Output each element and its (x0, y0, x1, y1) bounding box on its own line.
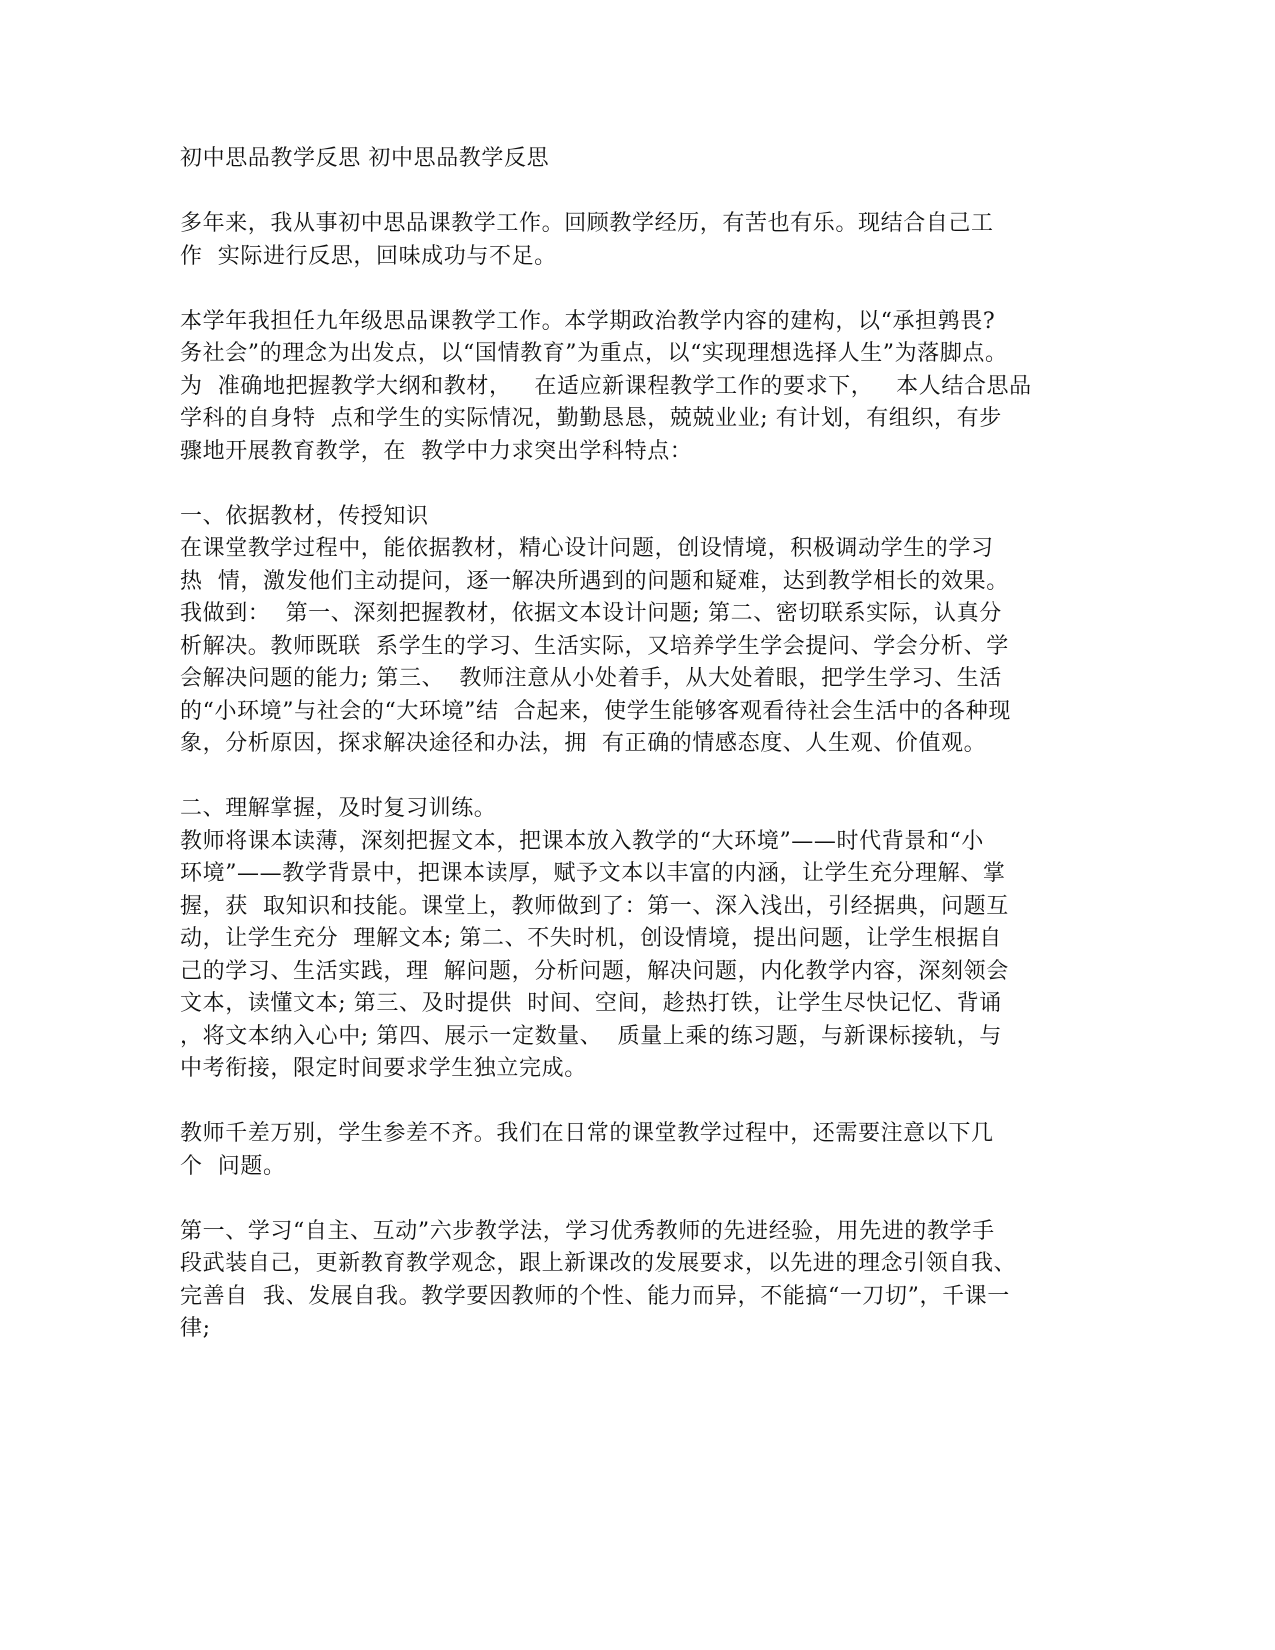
paragraph-line: 教师千差万别，学生参差不齐。我们在日常的课堂教学过程中，还需要注意以下几 (180, 1121, 994, 1146)
paragraph-line: 教师将课本读薄，深刻把握文本，把课本放入教学的“大环境”——时代背景和“小 (180, 828, 984, 854)
paragraph-line: 务社会”的理念为出发点，以“国情教育”为重点，以“实现理想选择人生”为落脚点。 (180, 341, 1008, 366)
paragraph-line: 段武装自己，更新教育教学观念，跟上新课改的发展要求，以先进的理念引领自我、 (180, 1251, 1017, 1276)
paragraph-line: ，将文本纳入心中; 第四、展示一定数量、 质量上乘的练习题，与新课标接轨，与 (180, 1023, 1002, 1049)
section-1 (180, 501, 1060, 761)
paragraph-line: 律; (180, 1316, 211, 1341)
paragraph-line: 中考衔接，限定时间要求学生独立完成。 (180, 1056, 587, 1081)
spacer (180, 468, 1060, 501)
spacer (180, 761, 1060, 794)
paragraph-line: 本学年我担任九年级思品课教学工作。本学期政治教学内容的建构，以“承担鹑畏? (180, 308, 996, 334)
paragraph-line: 动，让学生充分 理解文本; 第二、不失时机，创设情境，提出问题，让学生根据自 (180, 926, 1002, 951)
paragraph-line: 象，分析原因，探求解决途径和办法，拥 有正确的情感态度、人生观、价值观。 (180, 731, 987, 756)
paragraph-line: 为 准确地把握教学大纲和教材， 在适应新课程教学工作的要求下， 本人结合思品 (180, 373, 1032, 399)
spacer (180, 1183, 1060, 1216)
paragraph-line: 第一、学习“自主、互动”六步教学法，学习优秀教师的先进经验，用先进的教学手 (180, 1218, 995, 1244)
paragraph-line: 会解决问题的能力; 第三、 教师注意从小处着手，从大处着眼，把学生学习、生活 (180, 666, 1002, 691)
section-heading: 一、依据教材，传授知识 (180, 503, 429, 529)
section-2 (180, 793, 1060, 1086)
paragraph-line: 在课堂教学过程中，能依据教材，精心设计问题，创设情境，积极调动学生的学习 (180, 536, 994, 561)
document-page (180, 143, 1060, 1346)
paragraph-line: 己的学习、生活实践，理 解问题，分析问题，解决问题，内化教学内容，深刻领会 (180, 958, 1009, 984)
paragraph-line: 握，获 取知识和技能。课堂上，教师做到了：第一、深入浅出，引经据典，问题互 (180, 893, 1009, 919)
document-title: 初中思品教学反思 初中思品教学反思 (180, 146, 550, 171)
spacer (180, 1086, 1060, 1119)
paragraph-line: 的“小环境”与社会的“大环境”结 合起来，使学生能够客观看待社会生活中的各种现 (180, 698, 1011, 724)
spacer (180, 176, 1060, 209)
paragraph-line: 析解决。教师既联 系学生的学习、生活实际，又培养学生学会提问、学会分析、学 (180, 633, 1009, 659)
paragraph-line: 骤地开展教育教学，在 教学中力求突出学科特点： (180, 438, 693, 464)
section-heading: 二、理解掌握，及时复习训练。 (180, 796, 497, 821)
paragraph-line: 环境”——教学背景中，把课本读厚，赋予文本以丰富的内涵，让学生充分理解、掌 (180, 861, 1006, 886)
paragraph-line: 个 问题。 (180, 1153, 286, 1179)
point-1-paragraph (180, 1216, 1060, 1346)
paragraph-line: 文本，读懂文本; 第三、及时提供 时间、空间，趁热打铁，让学生尽快记忆、背诵 (180, 991, 1002, 1016)
issues-paragraph (180, 1118, 1060, 1183)
paragraph-line: 我做到： 第一、深刻把握教材，依据文本设计问题; 第二、密切联系实际，认真分 (180, 601, 1002, 626)
paragraph-line: 完善自 我、发展自我。教学要因教师的个性、能力而异，不能搞“一刀切”，千课一 (180, 1283, 1010, 1309)
paragraph-line: 多年来，我从事初中思品课教学工作。回顾教学经历，有苦也有乐。现结合自己工 (180, 211, 994, 236)
paragraph-line: 作 实际进行反思，回味成功与不足。 (180, 243, 557, 269)
paragraph-line: 学科的自身特 点和学生的实际情况，勤勤恳恳，兢兢业业; 有计划，有组织，有步 (180, 406, 1002, 431)
intro-paragraph (180, 208, 1060, 273)
paragraph-line: 热 情，激发他们主动提问，逐一解决所遇到的问题和疑难，达到教学相长的效果。 (180, 568, 1009, 594)
spacer (180, 273, 1060, 306)
overview-paragraph (180, 306, 1060, 469)
